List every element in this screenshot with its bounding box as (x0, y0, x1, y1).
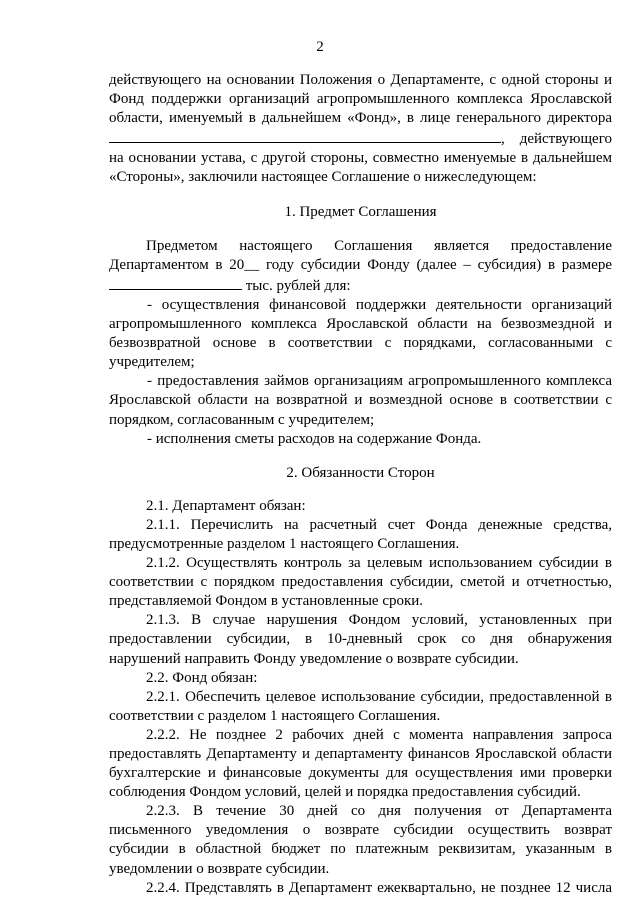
text-line: «Стороны», заключили настоящее Соглашение о нижеследующем: (109, 169, 537, 186)
clause-2-2-3: 2.2.3. В течение 30 дней со дня получения от Департамента (146, 803, 612, 820)
amount-blank (109, 275, 242, 290)
text-line: учредителем; (109, 354, 195, 371)
text-line: безвозвратной основе в соответствии с порядками, согласованными с (109, 335, 612, 352)
text-line: порядком, согласованным с учредителем; (109, 411, 375, 428)
section-1-body (109, 237, 612, 449)
text-line-with-blank (109, 128, 612, 149)
section-1-heading: 1. Предмет Соглашения (284, 203, 437, 220)
clause-2-1-3: 2.1.3. В случае нарушения Фондом условий, установленных при (146, 612, 612, 629)
list-item: - осуществления финансовой поддержки деятельности организаций (147, 296, 612, 313)
text-line: субсидии в областной бюджет по платежным реквизитам, указанным в (109, 841, 612, 858)
clause-2-2-1: 2.2.1. Обеспечить целевое использование субсидии, предоставленной в (146, 688, 612, 705)
clause-2-2-2: 2.2.2. Не позднее 2 рабочих дней с момента направления запроса (146, 726, 612, 743)
director-name-blank (109, 128, 501, 143)
text-line: Департаментом в 20__ году субсидии Фонду (далее – субсидия) в размере (109, 256, 612, 273)
clause-2-1-2: 2.1.2. Осуществлять контроль за целевым использованием субсидии в (146, 555, 612, 572)
text-line: Ярославской области на возвратной и возмездной основе в соответствии с (109, 392, 612, 409)
text-line: действующего на основании Положения о Департаменте, с одной стороны и (109, 72, 612, 88)
clause-2-2-4: 2.2.4. Представлять в Департамент ежеквартально, не позднее 12 числа (146, 879, 612, 896)
document-body (109, 71, 612, 898)
text-line: области, именуемый в дальнейшем «Фонд», в лице генерального директора (109, 110, 612, 127)
text-line: предоставлении субсидии, в 10-дневный срок со дня обнаружения (109, 631, 612, 648)
text-line: Предметом настоящего Соглашения является предоставление (146, 237, 612, 254)
text-line: предоставлять Департаменту и департаменту финансов Ярославской области (109, 746, 612, 762)
text-line: соответствии с разделом 1 настоящего Соглашения. (109, 707, 441, 724)
page-number: 2 (316, 39, 324, 55)
text-line: на основании устава, с другой стороны, совместно именуемые в дальнейшем (109, 150, 612, 167)
text-line: нарушений направить Фонду уведомление о возврате субсидии. (109, 650, 519, 667)
text-line: агропромышленного комплекса Ярославской области на безвозмездной и (109, 316, 612, 333)
list-item: - исполнения сметы расходов на содержание Фонда. (147, 430, 482, 447)
list-item: - предоставления займов организациям агропромышленного комплекса (147, 373, 612, 390)
clause-2-1: 2.1. Департамент обязан: (146, 497, 306, 514)
text-line: соответствии с порядком предоставления субсидии, сметой и отчетностью, (109, 574, 612, 591)
section-2-body (109, 497, 612, 898)
clause-2-2: 2.2. Фонд обязан: (146, 669, 258, 686)
text-line: письменного уведомления о возврате субсидии осуществить возврат (109, 822, 612, 839)
text-fragment: , действующего (501, 131, 612, 148)
text-line: бухгалтерские и финансовые документы для осуществления ими проверки (109, 765, 612, 782)
text-line: Фонд поддержки организаций агропромышленного комплекса Ярославской (109, 91, 612, 108)
text-line: предусмотренные разделом 1 настоящего Соглашения. (109, 535, 460, 552)
section-2-heading: 2. Обязанности Сторон (286, 464, 435, 481)
intro-paragraph (109, 71, 612, 188)
text-line: представляемой Фондом в установленные сроки. (109, 593, 424, 610)
text-fragment: тыс. рублей для: (242, 277, 351, 294)
text-line: уведомлении о возврате субсидии. (109, 860, 330, 877)
clause-2-1-1: 2.1.1. Перечислить на расчетный счет Фонда денежные средства, (146, 516, 612, 533)
text-line-with-blank (109, 275, 612, 296)
text-line: соблюдения Фондом условий, целей и порядка предоставления субсидий. (109, 784, 581, 801)
